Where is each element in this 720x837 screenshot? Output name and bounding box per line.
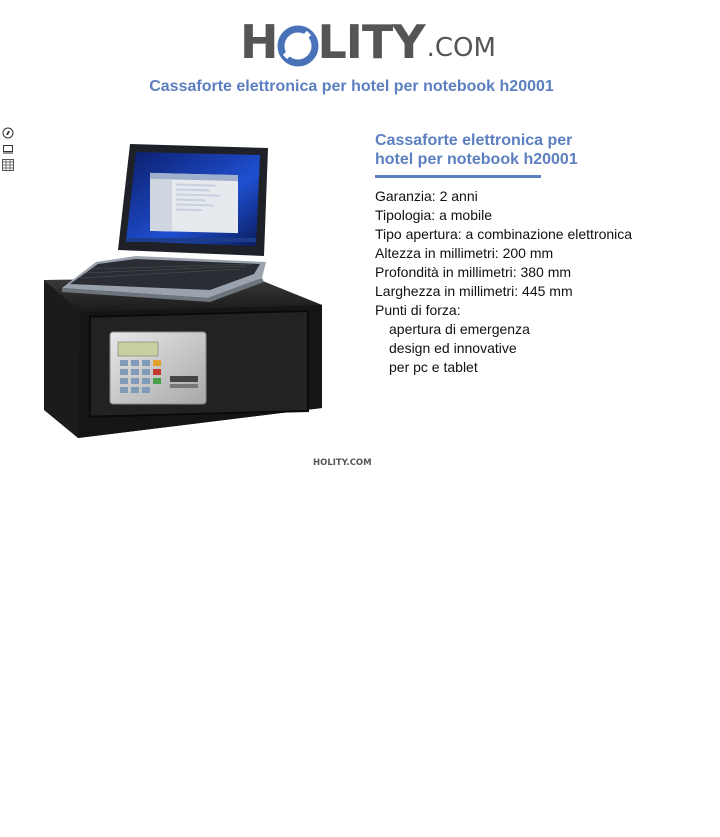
logo-o-icon xyxy=(279,27,317,65)
compass-icon[interactable] xyxy=(2,127,14,139)
page-title: Cassaforte elettronica per hotel per notebook h20001 xyxy=(149,78,554,95)
side-toolbar xyxy=(2,127,16,175)
logo-letters: LITY xyxy=(317,15,425,69)
watermark-text: HOLITY.COM xyxy=(313,458,372,468)
spec-width: Larghezza in millimetri: 445 mm xyxy=(375,283,573,299)
grid-icon[interactable] xyxy=(2,159,14,171)
watermark-logo xyxy=(313,456,372,468)
spec-height: Altezza in millimetri: 200 mm xyxy=(375,245,554,261)
strength-item: design ed innovative xyxy=(389,340,517,356)
spec-depth: Profondità in millimetri: 380 mm xyxy=(375,264,572,280)
product-image xyxy=(40,140,330,445)
title-underline xyxy=(375,175,541,178)
strength-item: per pc e tablet xyxy=(389,359,478,375)
logo-letter-h: H xyxy=(240,15,278,69)
product-info xyxy=(375,131,675,377)
spec-type: Tipologia: a mobile xyxy=(375,207,492,223)
strength-item: apertura di emergenza xyxy=(389,321,530,337)
spec-strengths-label: Punti di forza: xyxy=(375,302,461,318)
logo-com: .COM xyxy=(426,33,496,63)
monitor-icon[interactable] xyxy=(2,143,14,155)
spec-warranty: Garanzia: 2 anni xyxy=(375,188,478,204)
spec-opening: Tipo apertura: a combinazione elettronica xyxy=(375,226,633,242)
site-logo[interactable] xyxy=(240,13,496,69)
product-title: Cassaforte elettronica per hotel per notebook h20001 xyxy=(375,132,578,168)
